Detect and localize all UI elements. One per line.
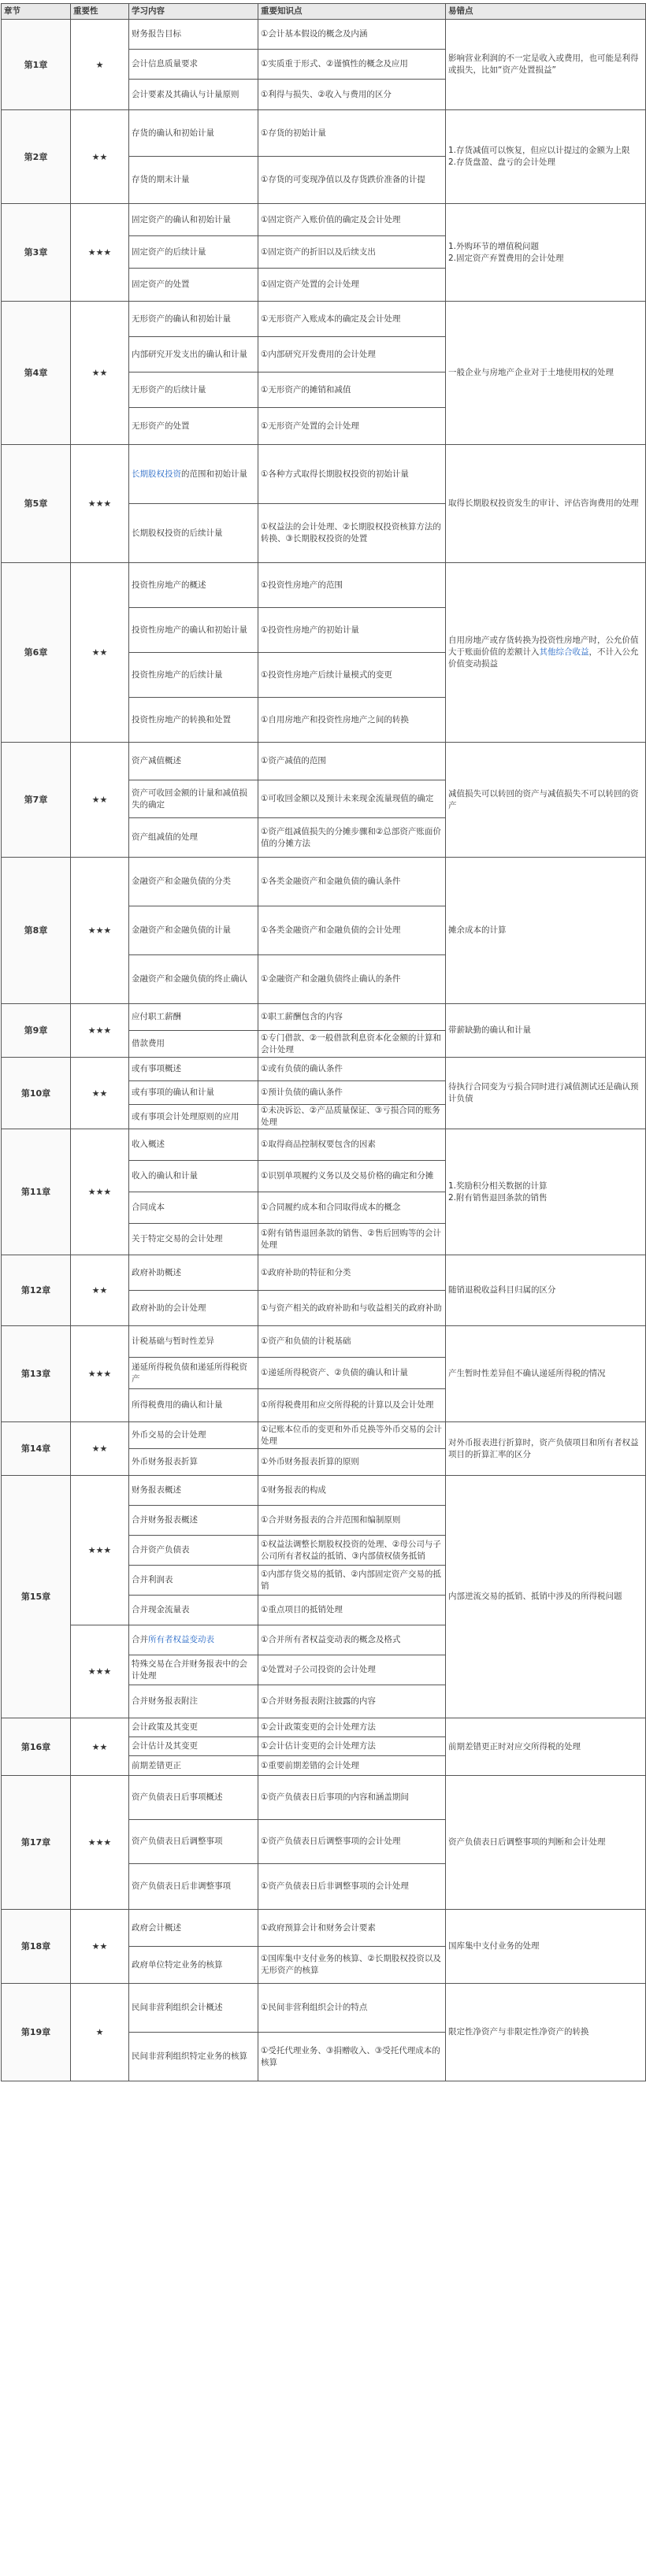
knowledge-cell: ①会计估计变更的会计处理方法 xyxy=(258,1737,446,1756)
importance-cell: ★ xyxy=(71,20,129,110)
chapter-cell: 第14章 xyxy=(2,1422,71,1476)
knowledge-cell: ①无形资产处置的会计处理 xyxy=(258,408,446,445)
knowledge-cell: ①与资产相关的政府补助和与收益相关的政府补助 xyxy=(258,1291,446,1326)
chapter-cell: 第15章 xyxy=(2,1476,71,1718)
content-cell: 会计估计及其变更 xyxy=(129,1737,258,1756)
mistake-cell: 待执行合同变为亏损合同时进行减值测试还是确认预计负债 xyxy=(446,1058,646,1129)
content-cell: 收入的确认和计量 xyxy=(129,1161,258,1192)
content-cell: 会计政策及其变更 xyxy=(129,1718,258,1737)
content-cell: 投资性房地产的概述 xyxy=(129,563,258,608)
importance-cell: ★★ xyxy=(71,302,129,445)
chapter-cell: 第4章 xyxy=(2,302,71,445)
knowledge-cell: ①内部存货交易的抵销、②内部固定资产交易的抵销 xyxy=(258,1566,446,1596)
content-cell: 无形资产的确认和初始计量 xyxy=(129,302,258,337)
knowledge-cell: ①合并所有者权益变动表的概念及格式 xyxy=(258,1625,446,1655)
knowledge-cell: ①固定资产处置的会计处理 xyxy=(258,269,446,302)
knowledge-cell: ①权益法的会计处理、②长期股权投资核算方法的转换、③长期股权投资的处置 xyxy=(258,504,446,563)
content-cell: 资产可收回金额的计量和减值损失的确定 xyxy=(129,780,258,818)
content-cell: 政府补助概述 xyxy=(129,1255,258,1291)
content-cell: 应付职工薪酬 xyxy=(129,1004,258,1031)
chapter-cell: 第11章 xyxy=(2,1129,71,1255)
knowledge-cell: ①会计基本假设的概念及内涵 xyxy=(258,20,446,50)
knowledge-cell: ①资产和负债的计税基础 xyxy=(258,1326,446,1358)
content-cell: 投资性房地产的转换和处置 xyxy=(129,698,258,743)
importance-cell: ★★ xyxy=(71,110,129,204)
chapter-cell: 第9章 xyxy=(2,1004,71,1058)
content-cell: 民间非营利组织会计概述 xyxy=(129,1984,258,2033)
knowledge-cell: ①重要前期差错的会计处理 xyxy=(258,1756,446,1776)
knowledge-cell: ①递延所得税资产、②负债的确认和计量 xyxy=(258,1358,446,1389)
content-cell: 特殊交易在合并财务报表中的会计处理 xyxy=(129,1655,258,1685)
header-importance: 重要性 xyxy=(71,4,129,20)
knowledge-cell: ①所得税费用和应交所得税的计算以及会计处理 xyxy=(258,1389,446,1422)
table-row xyxy=(2,1910,646,1947)
content-cell: 固定资产的处置 xyxy=(129,269,258,302)
content-link[interactable]: 所有者权益变动表 xyxy=(148,1635,214,1644)
knowledge-cell: ①政府预算会计和财务会计要素 xyxy=(258,1910,446,1947)
knowledge-cell: ①内部研究开发费用的会计处理 xyxy=(258,337,446,373)
mistake-link[interactable]: 其他综合收益 xyxy=(539,647,589,657)
importance-cell: ★★★ xyxy=(71,1129,129,1255)
content-cell: 金融资产和金融负债的终止确认 xyxy=(129,955,258,1004)
knowledge-cell: ①记账本位币的变更和外币兑换等外币交易的会计处理 xyxy=(258,1422,446,1449)
chapter-cell: 第10章 xyxy=(2,1058,71,1129)
content-cell: 所得税费用的确认和计量 xyxy=(129,1389,258,1422)
knowledge-cell: ①无形资产的摊销和减值 xyxy=(258,373,446,408)
mistake-cell: 带薪缺勤的确认和计量 xyxy=(446,1004,646,1058)
chapter-cell: 第17章 xyxy=(2,1776,71,1910)
knowledge-cell: ①外币财务报表折算的原则 xyxy=(258,1449,446,1476)
chapter-cell: 第8章 xyxy=(2,858,71,1004)
content-cell xyxy=(129,445,258,504)
importance-cell: ★★ xyxy=(71,743,129,858)
knowledge-cell: ①固定资产的折旧以及后续支出 xyxy=(258,236,446,269)
content-cell: 政府补助的会计处理 xyxy=(129,1291,258,1326)
importance-cell: ★★★ xyxy=(71,1004,129,1058)
importance-cell: ★★ xyxy=(71,1718,129,1776)
knowledge-cell: ①取得商品控制权要包含的因素 xyxy=(258,1129,446,1161)
knowledge-cell: ①未决诉讼、②产品质量保证、③亏损合同的账务处理 xyxy=(258,1105,446,1129)
content-cell: 资产负债表日后事项概述 xyxy=(129,1776,258,1820)
table-row xyxy=(2,1129,646,1161)
content-cell: 政府单位特定业务的核算 xyxy=(129,1947,258,1984)
knowledge-cell: ①识别单项履约义务以及交易价格的确定和分摊 xyxy=(258,1161,446,1192)
content-cell: 存货的期末计量 xyxy=(129,157,258,204)
table-body xyxy=(2,20,646,2081)
content-cell: 金融资产和金融负债的分类 xyxy=(129,858,258,906)
knowledge-cell: ①资产负债表日后调整事项的会计处理 xyxy=(258,1820,446,1864)
knowledge-cell: ①无形资产入账成本的确定及会计处理 xyxy=(258,302,446,337)
chapter-cell: 第16章 xyxy=(2,1718,71,1776)
knowledge-cell: ①政府补助的特征和分类 xyxy=(258,1255,446,1291)
knowledge-cell: ①投资性房地产后续计量模式的变更 xyxy=(258,653,446,698)
knowledge-cell: ①各类金融资产和金融负债的确认条件 xyxy=(258,858,446,906)
knowledge-cell: ①财务报表的构成 xyxy=(258,1476,446,1506)
table-row xyxy=(2,563,646,608)
knowledge-cell: ①国库集中支付业务的核算、②长期股权投资以及无形资产的核算 xyxy=(258,1947,446,1984)
knowledge-cell: ①各类金融资产和金融负债的会计处理 xyxy=(258,906,446,955)
content-cell: 计税基础与暂时性差异 xyxy=(129,1326,258,1358)
knowledge-cell: ①民间非营利组织会计的特点 xyxy=(258,1984,446,2033)
content-cell: 收入概述 xyxy=(129,1129,258,1161)
knowledge-cell: ①资产减值的范围 xyxy=(258,743,446,780)
mistake-cell: 产生暂时性差异但不确认递延所得税的情况 xyxy=(446,1326,646,1422)
content-cell: 借款费用 xyxy=(129,1031,258,1058)
knowledge-cell: ①可收回金额以及预计未来现金流量现值的确定 xyxy=(258,780,446,818)
importance-cell: ★★★ xyxy=(71,1326,129,1422)
content-cell: 外币交易的会计处理 xyxy=(129,1422,258,1449)
content-cell: 关于特定交易的会计处理 xyxy=(129,1224,258,1255)
content-cell xyxy=(129,1625,258,1655)
knowledge-cell: ①实质重于形式、②谨慎性的概念及应用 xyxy=(258,50,446,80)
chapter-cell: 第12章 xyxy=(2,1255,71,1326)
content-text: 的范围和初始计量 xyxy=(181,469,247,479)
mistake-cell: 摊余成本的计算 xyxy=(446,858,646,1004)
knowledge-cell: ①资产组减值损失的分摊步骤和②总部资产账面价值的分摊方法 xyxy=(258,818,446,858)
content-cell: 资产减值概述 xyxy=(129,743,258,780)
content-cell: 存货的确认和初始计量 xyxy=(129,110,258,157)
table-row xyxy=(2,1984,646,2033)
knowledge-cell: ①存货的可变现净值以及存货跌价准备的计提 xyxy=(258,157,446,204)
knowledge-cell: ①合并财务报表的合并范围和编制原则 xyxy=(258,1506,446,1536)
mistake-cell: 减值损失可以转回的资产与减值损失不可以转回的资产 xyxy=(446,743,646,858)
content-cell: 或有事项概述 xyxy=(129,1058,258,1081)
mistake-cell: 随销退税收益科目归属的区分 xyxy=(446,1255,646,1326)
content-cell: 投资性房地产的后续计量 xyxy=(129,653,258,698)
knowledge-cell: ①存货的初始计量 xyxy=(258,110,446,157)
knowledge-cell: ①专门借款、②一般借款利息资本化金额的计算和会计处理 xyxy=(258,1031,446,1058)
mistake-text: 自用房地产或存货转换为投资性房地产时，公允价值大于账面价值的差额计入 xyxy=(448,636,639,657)
table-row xyxy=(2,445,646,504)
content-cell: 合并资产负债表 xyxy=(129,1536,258,1566)
knowledge-cell: ①职工薪酬包含的内容 xyxy=(258,1004,446,1031)
chapter-cell: 第7章 xyxy=(2,743,71,858)
table-row xyxy=(2,858,646,906)
content-cell: 财务报告目标 xyxy=(129,20,258,50)
knowledge-cell: ①投资性房地产的初始计量 xyxy=(258,608,446,653)
table-row xyxy=(2,1326,646,1358)
table-row xyxy=(2,1476,646,1506)
mistake-cell: 限定性净资产与非限定性净资产的转换 xyxy=(446,1984,646,2081)
content-cell: 会计要素及其确认与计量原则 xyxy=(129,80,258,110)
mistake-cell: 1.存货减值可以恢复，但应以计提过的金额为上限 2.存货盘盈、盘亏的会计处理 xyxy=(446,110,646,204)
content-cell: 会计信息质量要求 xyxy=(129,50,258,80)
importance-cell: ★★ xyxy=(71,1422,129,1476)
mistake-cell: 一般企业与房地产企业对于土地使用权的处理 xyxy=(446,302,646,445)
importance-cell: ★★ xyxy=(71,563,129,743)
mistake-cell: 前期差错更正时对应交所得税的处理 xyxy=(446,1718,646,1776)
knowledge-cell: ①处置对子公司投资的会计处理 xyxy=(258,1655,446,1685)
table-row xyxy=(2,1255,646,1291)
content-cell: 无形资产的处置 xyxy=(129,408,258,445)
content-cell: 资产负债表日后非调整事项 xyxy=(129,1864,258,1910)
chapter-cell: 第3章 xyxy=(2,204,71,302)
content-cell: 固定资产的后续计量 xyxy=(129,236,258,269)
header-knowledge: 重要知识点 xyxy=(258,4,446,20)
table-row xyxy=(2,20,646,50)
knowledge-cell: ①各种方式取得长期股权投资的初始计量 xyxy=(258,445,446,504)
content-cell: 无形资产的后续计量 xyxy=(129,373,258,408)
knowledge-cell: ①或有负债的确认条件 xyxy=(258,1058,446,1081)
table-row xyxy=(2,204,646,236)
knowledge-cell: ①会计政策变更的会计处理方法 xyxy=(258,1718,446,1737)
content-cell: 民间非营利组织特定业务的核算 xyxy=(129,2033,258,2081)
content-cell: 合同成本 xyxy=(129,1192,258,1224)
header-mistake: 易错点 xyxy=(446,4,646,20)
content-cell: 资产负债表日后调整事项 xyxy=(129,1820,258,1864)
table-row xyxy=(2,743,646,780)
table-row xyxy=(2,1776,646,1820)
content-cell: 金融资产和金融负债的计量 xyxy=(129,906,258,955)
content-cell: 固定资产的确认和初始计量 xyxy=(129,204,258,236)
importance-cell: ★★ xyxy=(71,1255,129,1326)
content-cell: 合并财务报表附注 xyxy=(129,1685,258,1718)
importance-cell: ★★★ xyxy=(71,445,129,563)
table-row xyxy=(2,1004,646,1031)
chapter-cell: 第6章 xyxy=(2,563,71,743)
importance-cell: ★★ xyxy=(71,1910,129,1984)
chapter-cell: 第5章 xyxy=(2,445,71,563)
importance-cell: ★★★ xyxy=(71,1476,129,1625)
mistake-cell xyxy=(446,563,646,743)
content-cell: 长期股权投资的后续计量 xyxy=(129,504,258,563)
knowledge-cell: ①自用房地产和投资性房地产之间的转换 xyxy=(258,698,446,743)
importance-cell: ★★★ xyxy=(71,858,129,1004)
knowledge-cell: ①合同履约成本和合同取得成本的概念 xyxy=(258,1192,446,1224)
mistake-cell: 影响营业利润的不一定是收入或费用，也可能是利得或损失，比如“资产处置损益” xyxy=(446,20,646,110)
importance-cell: ★★ xyxy=(71,1058,129,1129)
content-cell: 外币财务报表折算 xyxy=(129,1449,258,1476)
knowledge-table xyxy=(1,3,646,2081)
table-row xyxy=(2,1718,646,1737)
content-cell: 合并利润表 xyxy=(129,1566,258,1596)
content-cell: 合并财务报表概述 xyxy=(129,1506,258,1536)
importance-cell: ★★★ xyxy=(71,204,129,302)
content-prefix: 合并 xyxy=(132,1635,148,1644)
knowledge-cell: ①附有销售退回条款的销售、②售后回购等的会计处理 xyxy=(258,1224,446,1255)
content-cell: 财务报表概述 xyxy=(129,1476,258,1506)
knowledge-cell: ①固定资产入账价值的确定及会计处理 xyxy=(258,204,446,236)
content-cell: 前期差错更正 xyxy=(129,1756,258,1776)
content-cell: 资产组减值的处理 xyxy=(129,818,258,858)
header-row xyxy=(2,4,646,20)
chapter-cell: 第13章 xyxy=(2,1326,71,1422)
chapter-cell: 第2章 xyxy=(2,110,71,204)
mistake-cell: 对外币报表进行折算时，资产负债项目和所有者权益项目的折算汇率的区分 xyxy=(446,1422,646,1476)
mistake-cell: 国库集中支付业务的处理 xyxy=(446,1910,646,1984)
knowledge-cell: ①受托代理业务、③捐赠收入、③受托代理成本的核算 xyxy=(258,2033,446,2081)
content-link[interactable]: 长期股权投资 xyxy=(132,469,181,479)
mistake-text: ，不计入公允价值变动损益 xyxy=(448,647,639,669)
importance-cell: ★★★ xyxy=(71,1625,129,1718)
content-cell: 投资性房地产的确认和初始计量 xyxy=(129,608,258,653)
knowledge-cell: ①预计负债的确认条件 xyxy=(258,1081,446,1105)
table-row xyxy=(2,1422,646,1449)
mistake-cell: 取得长期股权投资发生的审计、评估咨询费用的处理 xyxy=(446,445,646,563)
knowledge-cell: ①金融资产和金融负债终止确认的条件 xyxy=(258,955,446,1004)
header-chapter: 章节 xyxy=(2,4,71,20)
header-content: 学习内容 xyxy=(129,4,258,20)
knowledge-cell: ①合并财务报表附注披露的内容 xyxy=(258,1685,446,1718)
knowledge-cell: ①利得与损失、②收入与费用的区分 xyxy=(258,80,446,110)
mistake-cell: 1.奖励积分相关数据的计算 2.附有销售退回条款的销售 xyxy=(446,1129,646,1255)
content-cell: 或有事项会计处理原则的应用 xyxy=(129,1105,258,1129)
knowledge-cell: ①重点项目的抵销处理 xyxy=(258,1596,446,1625)
importance-cell: ★ xyxy=(71,1984,129,2081)
importance-cell: ★★★ xyxy=(71,1776,129,1910)
content-cell: 或有事项的确认和计量 xyxy=(129,1081,258,1105)
content-cell: 递延所得税负债和递延所得税资产 xyxy=(129,1358,258,1389)
knowledge-cell: ①投资性房地产的范围 xyxy=(258,563,446,608)
knowledge-cell: ①权益法调整长期股权投资的处理、②母公司与子公司所有者权益的抵销、③内部债权债务抵销 xyxy=(258,1536,446,1566)
mistake-cell: 资产负债表日后调整事项的判断和会计处理 xyxy=(446,1776,646,1910)
content-cell: 政府会计概述 xyxy=(129,1910,258,1947)
content-cell: 合并现金流量表 xyxy=(129,1596,258,1625)
knowledge-cell: ①资产负债表日后非调整事项的会计处理 xyxy=(258,1864,446,1910)
table-row xyxy=(2,302,646,337)
knowledge-cell: ①资产负债表日后事项的内容和涵盖期间 xyxy=(258,1776,446,1820)
chapter-cell: 第19章 xyxy=(2,1984,71,2081)
content-cell: 内部研究开发支出的确认和计量 xyxy=(129,337,258,373)
mistake-cell: 内部逆流交易的抵销、抵销中涉及的所得税问题 xyxy=(446,1476,646,1718)
chapter-cell: 第1章 xyxy=(2,20,71,110)
table-row xyxy=(2,1058,646,1081)
chapter-cell: 第18章 xyxy=(2,1910,71,1984)
table-row xyxy=(2,110,646,157)
mistake-cell: 1.外购环节的增值税问题 2.固定资产弃置费用的会计处理 xyxy=(446,204,646,302)
